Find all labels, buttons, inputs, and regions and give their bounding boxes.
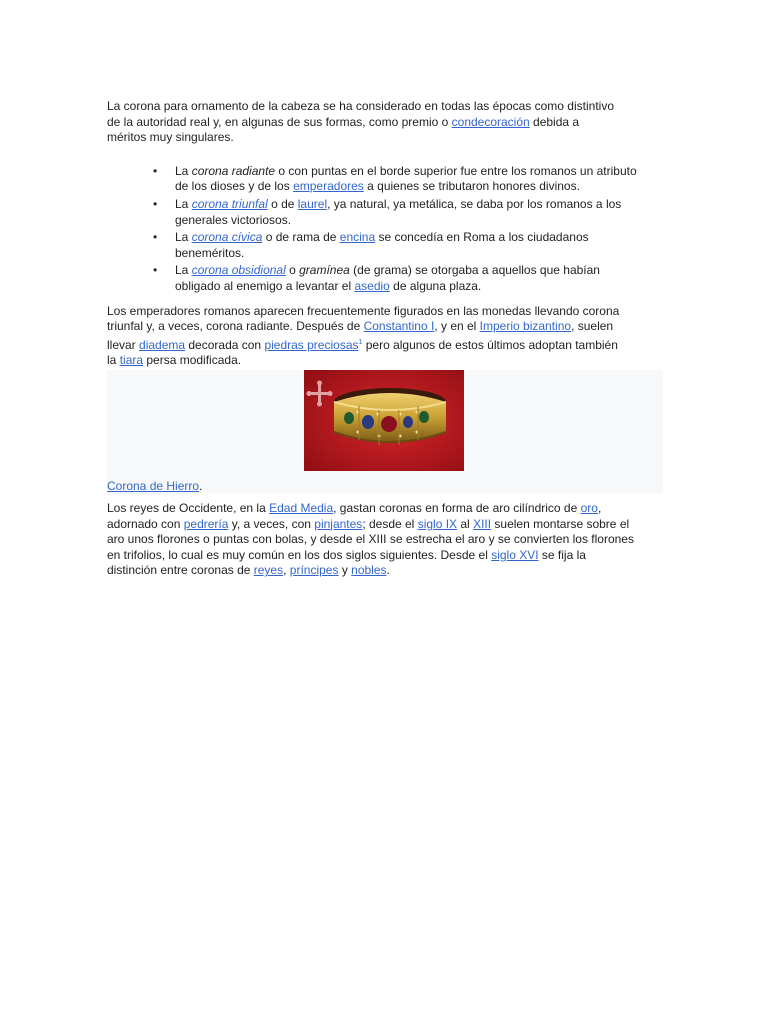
list-item-corona-obsidional [107, 263, 645, 294]
link-pedreria[interactable]: pedrería [183, 516, 229, 531]
item4-mid2: (de grama) se otorgaba a aquellos que habían obligado al enemigo a levantar el [175, 263, 600, 293]
item4-pre: La [175, 263, 192, 278]
p3-t10: y [338, 563, 352, 578]
p2-t1: Los emperadores romanos aparecen frecuentemente figurados en las monedas llevando corona triunfal y, a veces, corona radiante. Después de [107, 303, 620, 334]
intro-text-2: debida a méritos muy singulares. [107, 114, 580, 145]
item3-pre: La [175, 230, 192, 245]
link-corona-civica[interactable] [192, 230, 263, 244]
item4-post: de alguna plaza. [389, 278, 482, 293]
term-graminea: gramínea [299, 263, 350, 278]
p2-t5: pero algunos de estos últimos adoptan también la [107, 337, 618, 368]
item1-mid: o con puntas en el borde superior fue entre los romanos un atributo de los dioses y de los [175, 163, 637, 194]
link-reyes[interactable]: reyes [253, 563, 284, 578]
emperors-paragraph [107, 304, 627, 369]
link-corona-civica-text[interactable]: corona cívica [191, 230, 263, 245]
link-corona-obsidional-text[interactable]: corona obsidional [191, 263, 286, 278]
list-item-corona-civica [107, 230, 645, 261]
link-condecoracion[interactable]: condecoración [451, 114, 530, 129]
link-constantino[interactable]: Constantino I [363, 319, 435, 334]
link-emperadores[interactable]: emperadores [293, 179, 364, 194]
p2-t4: decorada con [185, 337, 265, 352]
term-corona-radiante: corona radiante [191, 163, 276, 178]
intro-paragraph [107, 99, 617, 146]
link-siglo-xvi[interactable]: siglo XVI [491, 547, 539, 562]
link-corona-de-hierro[interactable]: Corona de Hierro [107, 478, 200, 493]
bullet-icon: • [153, 230, 158, 245]
footnote-ref[interactable]: 1 [358, 338, 363, 346]
link-diadema[interactable]: diadema [139, 337, 186, 352]
p3-t5: ; desde el [362, 516, 418, 531]
link-nobles[interactable]: nobles [351, 563, 387, 578]
link-encina[interactable]: encina [339, 230, 376, 245]
item1-pre: La [175, 163, 192, 178]
iron-crown-image[interactable] [304, 370, 464, 471]
p3-t1: Los reyes de Occidente, en la [107, 500, 270, 515]
link-oro[interactable]: oro [580, 500, 598, 515]
p3-t9: , [283, 563, 290, 578]
kings-paragraph [107, 501, 637, 579]
link-corona-triunfal[interactable] [192, 197, 268, 211]
bullet-icon: • [153, 263, 158, 278]
link-principes[interactable]: príncipes [289, 563, 339, 578]
link-tiara[interactable]: tiara [119, 353, 144, 368]
item3-post: se concedía en Roma a los ciudadanos beneméritos. [175, 230, 589, 260]
link-edad-media[interactable]: Edad Media [269, 500, 334, 515]
p3-t11: . [386, 563, 390, 578]
item1-post: a quienes se tributaron honores divinos. [363, 179, 580, 194]
link-pinjantes[interactable]: pinjantes [314, 516, 363, 531]
item4-mid1: o [285, 263, 300, 278]
item2-pre: La [175, 196, 192, 211]
p3-t7: suelen montarse sobre el aro unos florones o puntas con bolas, y desde el XIII se estrecha el aro y se convierten los florones en trifolios, lo cual es muy común en los dos siglos siguientes. Desde el [107, 516, 634, 562]
link-asedio[interactable]: asedio [354, 278, 390, 293]
link-laurel[interactable]: laurel [297, 196, 328, 211]
crown-types-list [107, 164, 663, 295]
item3-mid: o de rama de [262, 230, 340, 245]
p2-t6: persa modificada. [143, 353, 242, 368]
p3-t8: se fija la distinción entre coronas de [107, 547, 586, 578]
p3-t6: al [457, 516, 474, 531]
item2-mid: o de [267, 196, 298, 211]
link-corona-triunfal-text[interactable]: corona triunfal [191, 196, 268, 211]
intro-text-1: La corona para ornamento de la cabeza se ha considerado en todas las épocas como distintivo de la autoridad real y, en algunas de sus formas, como premio o [107, 99, 614, 129]
bullet-icon: • [153, 163, 158, 178]
link-corona-obsidional[interactable] [192, 263, 286, 277]
article-body [107, 99, 663, 579]
p2-t3: , suelen llevar [107, 319, 614, 352]
link-piedras-preciosas[interactable]: piedras preciosas [264, 337, 359, 352]
p3-t3: , adornado con [107, 500, 602, 531]
crown-figure [107, 370, 663, 493]
list-item-corona-triunfal [107, 197, 645, 228]
link-imperio-bizantino[interactable]: Imperio bizantino [479, 319, 572, 334]
caption-suffix: . [199, 478, 203, 493]
figure-caption [107, 479, 202, 495]
p2-t2: , y en el [434, 319, 480, 334]
bullet-icon: • [153, 196, 158, 211]
link-xiii[interactable]: XIII [473, 516, 492, 531]
link-siglo-ix[interactable]: siglo IX [417, 516, 458, 531]
p3-t4: y, a veces, con [228, 516, 315, 531]
list-item-corona-radiante [107, 164, 645, 195]
p3-t2: , gastan coronas en forma de aro cilíndrico de [333, 500, 581, 515]
item2-post: , ya natural, ya metálica, se daba por los romanos a los generales victoriosos. [175, 196, 622, 227]
